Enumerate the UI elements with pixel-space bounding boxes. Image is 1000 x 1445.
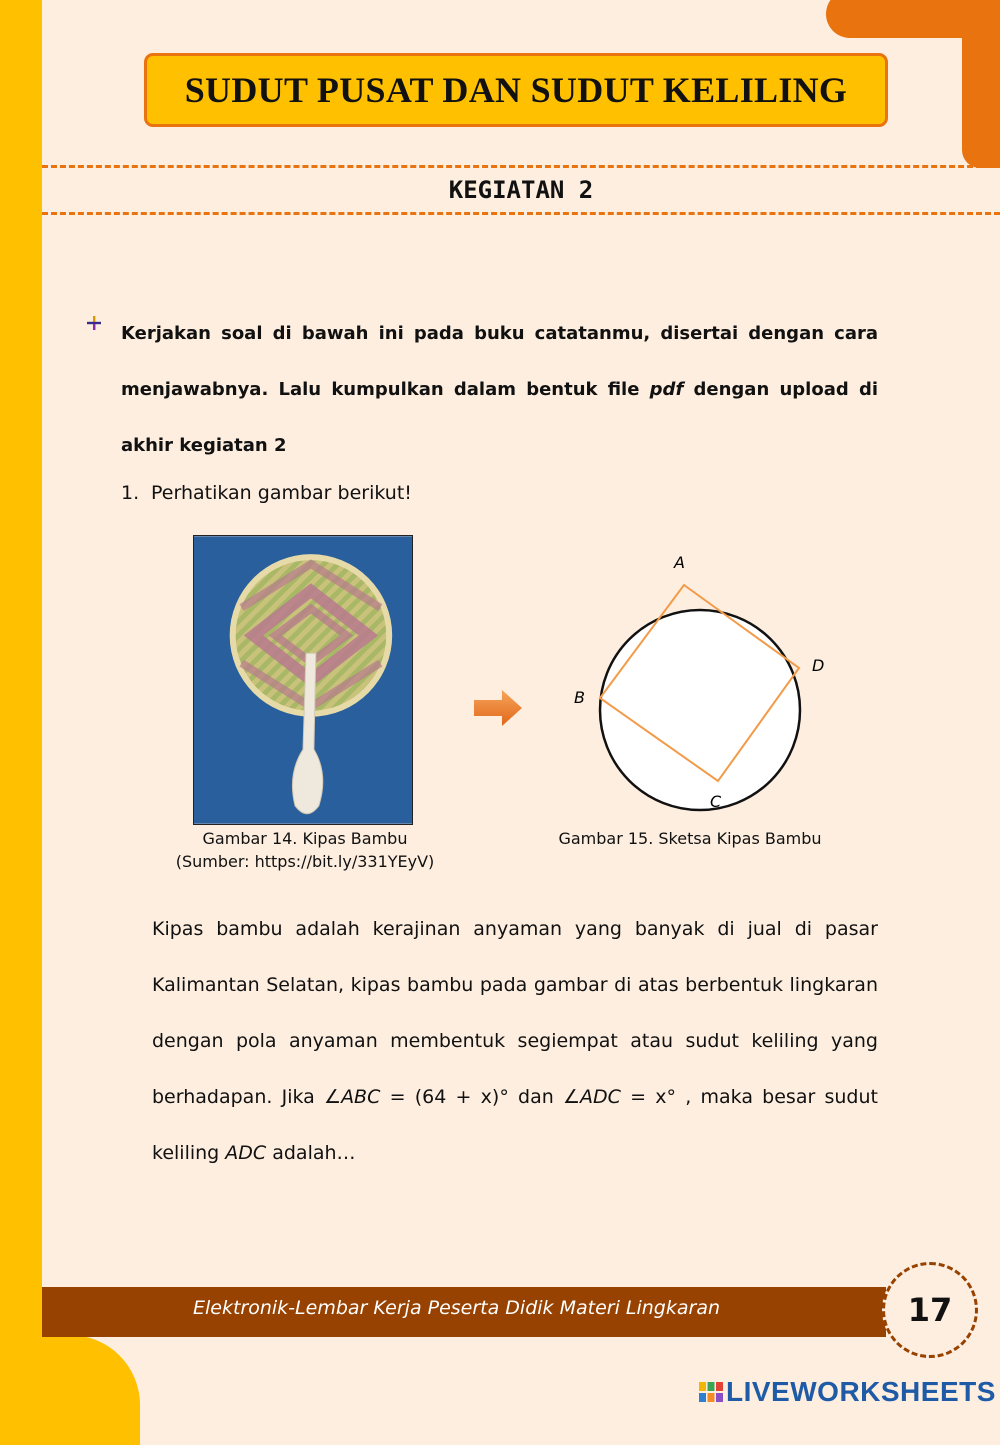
question-text: Perhatikan gambar berikut! (151, 482, 412, 504)
left-decor-bar (0, 0, 42, 1413)
angle-adc-question: ADC (225, 1142, 267, 1164)
angle-adc: ADC (580, 1086, 621, 1108)
angle-abc: ABC (341, 1086, 381, 1108)
liveworksheets-watermark (698, 1376, 996, 1408)
page-title: SUDUT PUSAT DAN SUDUT KELILING (144, 53, 888, 127)
sketch-caption: Gambar 15. Sketsa Kipas Bambu (558, 829, 822, 848)
corner-decor-side (962, 0, 1000, 168)
bamboo-fan-photo (193, 535, 413, 825)
liveworksheets-logo-icon (698, 1381, 724, 1403)
label-b: B (574, 688, 585, 707)
paragraph-part2: = (64 + x)° dan ∠ (380, 1086, 581, 1108)
circle-sketch-diagram (560, 545, 850, 815)
page-number: 17 (882, 1262, 978, 1358)
instruction-part2: dengan upload di akhir kegiatan 2 (121, 379, 879, 456)
question-number: 1. (121, 482, 140, 504)
paragraph-part4: adalah… (266, 1142, 356, 1164)
bullet-plus-icon (86, 315, 102, 331)
photo-caption-title: Gambar 14. Kipas Bambu (202, 829, 408, 848)
section-heading: KEGIATAN 2 (448, 176, 594, 204)
photo-caption (160, 827, 450, 873)
instruction-italic: pdf (649, 379, 684, 400)
question-item (121, 478, 412, 508)
bottom-decor-shape (0, 1335, 140, 1445)
problem-paragraph (152, 901, 878, 1181)
label-a: A (674, 553, 685, 572)
divider-top (42, 165, 1000, 168)
photo-caption-source: (Sumber: https://bit.ly/331YEyV) (175, 852, 435, 871)
instruction-text (121, 306, 878, 474)
paragraph-part1: Kipas bambu adalah kerajinan anyaman yang banyak di jual di pasar Kalimantan Selatan, kipas bambu pada gambar di atas berbentuk lingkaran dengan pola anyaman membentuk segiempat atau sudut keliling yang berhadapan. Jika ∠ (152, 918, 878, 1108)
paragraph-part3: = x° , maka besar sudut keliling (152, 1086, 878, 1164)
watermark-text: LIVEWORKSHEETS (726, 1376, 996, 1407)
label-c: C (710, 792, 722, 811)
arrow-right-icon (472, 688, 524, 728)
instruction-part1: Kerjakan soal di bawah ini pada buku catatanmu, disertai dengan cara menjawabnya. Lalu kumpulkan dalam bentuk file (121, 323, 878, 400)
divider-bottom (42, 212, 1000, 215)
footer-text: Elektronik-Lembar Kerja Peserta Didik Materi Lingkaran (193, 1297, 721, 1319)
label-d: D (812, 656, 825, 675)
